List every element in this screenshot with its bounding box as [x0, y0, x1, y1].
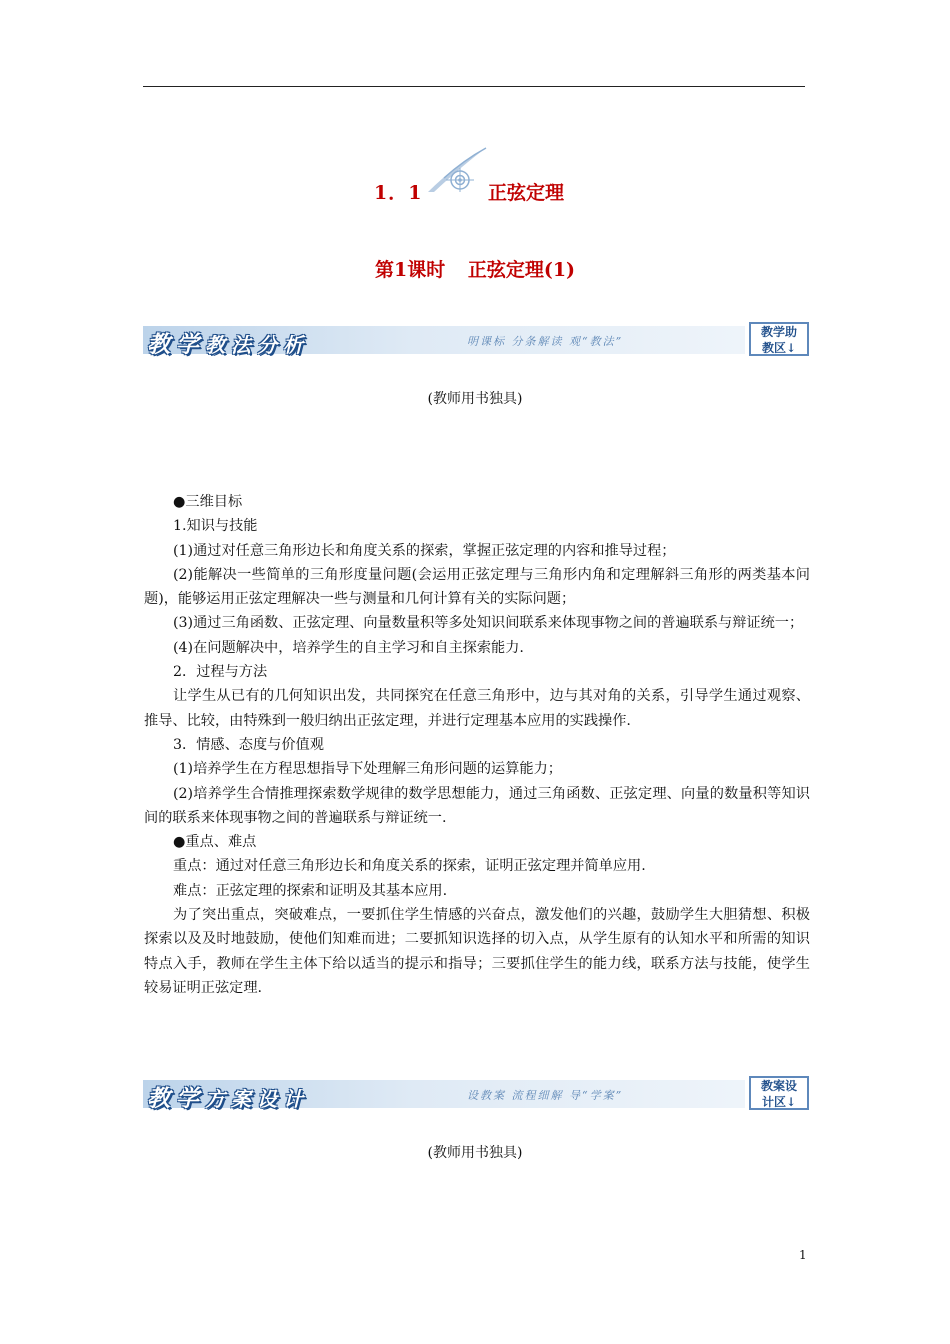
paragraph: 难点：正弦定理的探索和证明及其基本应用.: [173, 882, 448, 899]
paragraph: (1)培养学生在方程思想指导下处理解三角形问题的运算能力；: [173, 761, 562, 778]
banner-subtitle: 设教案 流程细解 导“学案”: [467, 1089, 624, 1102]
paragraph: (3)通过三角函数、正弦定理、向量数量积等多处知识间联系来体现事物之间的普遍联系与辩证统一；: [173, 615, 804, 632]
paragraph: (1)通过对任意三角形边长和角度关系的探索，掌握正弦定理的内容和推导过程；: [173, 542, 676, 559]
section-heading: ●三维目标: [173, 494, 243, 510]
banner-tag[interactable]: 教学助 教区↓: [749, 322, 809, 356]
banner-teaching-analysis: [143, 322, 813, 358]
chapter-number: 1．1: [374, 182, 423, 204]
banner-tag[interactable]: 教案设 计区↓: [749, 1076, 809, 1110]
page-number: 1: [799, 1248, 807, 1262]
paragraph: 让学生从已有的几何知识出发，共同探究在任意三角形中，边与其对角的关系，引导学生通过观察、推导、比较，由特殊到一般归纳出正弦定理，并进行定理基本应用的实践操作.: [144, 688, 810, 729]
paragraph: 重点：通过对任意三角形边长和角度关系的探索，证明正弦定理并简单应用.: [173, 858, 646, 875]
chapter-title: [0, 178, 950, 208]
section-heading: ●重点、难点: [173, 834, 257, 851]
banner-subtitle: 明课标 分条解读 观“教法”: [467, 335, 624, 348]
paragraph: 为了突出重点，突破难点，一要抓住学生情感的兴奋点，激发他们的兴趣，鼓励学生大胆猜想、积极探索以及及时地鼓励，使他们知难而进；二要抓知识选择的切入点，从学生原有的认知水平和所需的知识特点入手，教师在学生主体下给以适当的提示和指导；三要抓住学生的能力线，联系方法与技能，使学生较易证明正弦定理.: [144, 907, 810, 996]
subheading: 2．过程与方法: [173, 664, 268, 681]
paragraph: (2)能解决一些简单的三角形度量问题(会运用正弦定理与三角形内角和定理解斜三角形的两类基本问题)，能够运用正弦定理解决一些与测量和几何计算有关的实际问题；: [144, 566, 810, 608]
subheading: 3．情感、态度与价值观: [173, 736, 324, 753]
lesson-title: [0, 255, 950, 282]
paragraph: (4)在问题解决中，培养学生的自主学习和自主探索能力.: [173, 639, 524, 656]
lesson-number: 第1课时: [374, 259, 446, 281]
header-rule: [143, 86, 805, 87]
teacher-only-note: (教师用书独具): [427, 391, 523, 407]
chapter-name: 正弦定理: [488, 182, 565, 204]
teacher-only-note: (教师用书独具): [427, 1145, 523, 1161]
banner-title: 教学方案设计: [147, 1085, 309, 1112]
banner-lesson-design: [143, 1076, 813, 1112]
banner-title: 教学教法分析: [147, 331, 309, 358]
paragraph: (2)培养学生合情推理探索数学规律的数学思想能力，通过三角函数、正弦定理、向量的数量积等知识间的联系来体现事物之间的普遍联系与辩证统一.: [144, 785, 810, 826]
lesson-name: 正弦定理(1): [467, 259, 576, 281]
content-body: [144, 490, 810, 1000]
subheading: 1.知识与技能: [173, 518, 258, 535]
